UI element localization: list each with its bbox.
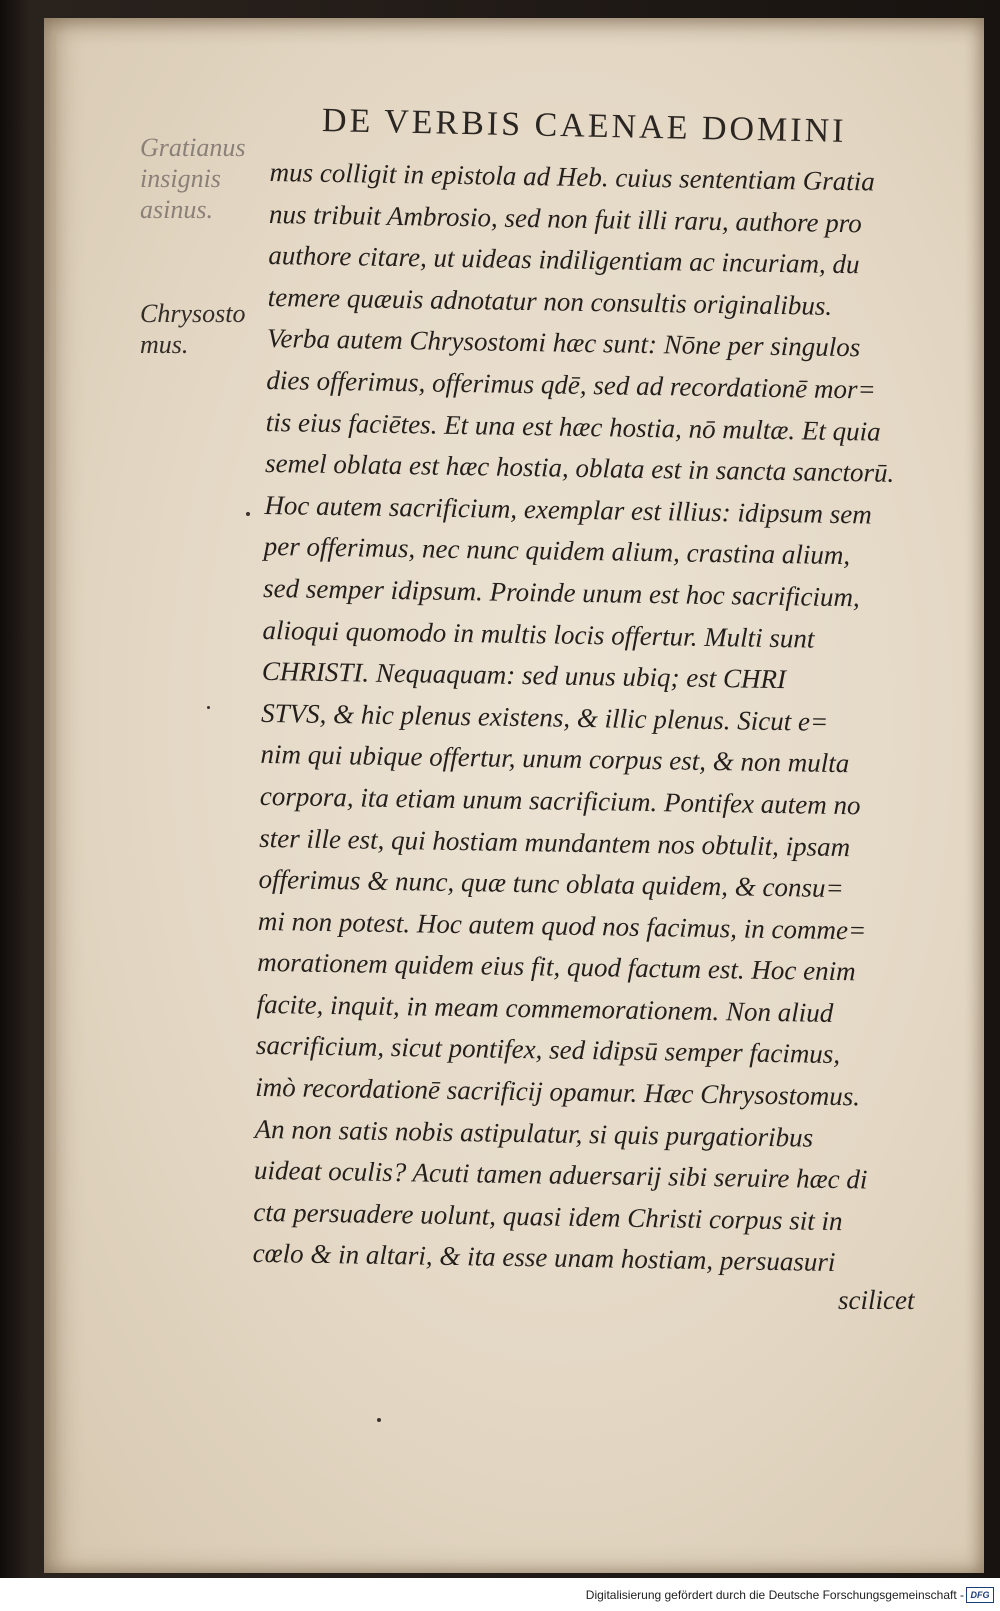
digitization-footer [0,1578,1000,1611]
text-line: mus colligit in epistola ad Heb. cuius sententiam Gratia [269,156,876,197]
text-line: cta persuadere uolunt, quasi idem Christi corpus sit in [253,1196,843,1236]
text-line: Hoc autem sacrificium, exemplar est illius: idipsum sem [264,489,873,530]
text-line: cœlo & in altari, & ita esse unam hostiam, persuasuri [252,1238,836,1278]
paper-speck [377,1418,381,1422]
text-line: facite, inquit, in meam commemorationem. Non aliud [256,988,834,1028]
margin-note-line: mus. [140,330,189,359]
catchword: scilicet [838,1285,915,1315]
margin-note-line: asinus. [140,195,213,224]
text-line: dies offerimus, offerimus qdē, sed ad recordationē mor= [266,364,877,405]
text-line: STVS, & hic plenus existens, & illic plenus. Sicut e= [260,697,829,737]
text-line: nus tribuit Ambrosio, sed non fuit illi raru, authore pro [268,198,863,238]
margin-note-line: Chrysosto [140,299,246,328]
paper-speck [207,706,210,709]
body-text [252,152,940,1285]
text-line: nim qui ubique offertur, unum corpus est, & non multa [260,739,850,779]
paper-speck [246,512,250,516]
text-line: imò recordationē sacrificij opamur. Hæc Chrysostomus. [255,1071,861,1112]
text-line: alioqui quomodo in multis locis offertur. Multi sunt [262,614,815,654]
footer-text: Digitalisierung gefördert durch die Deutsche Forschungsgemeinschaft - [585,1588,964,1602]
text-line: uideat oculis? Acuti tamen aduersarij sibi seruire hæc di [253,1155,868,1195]
text-line: Verba autem Chrysostomi hæc sunt: Nōne per singulos [266,323,861,363]
running-head: DE VERBIS CAENAE DOMINI [321,102,847,150]
margin-note-chrysostomus [140,298,280,360]
text-line: authore citare, ut uideas indiligentiam ac incuriam, du [268,240,860,280]
text-line: morationem quidem eius fit, quod factum est. Hoc enim [257,947,856,987]
text-line: offerimus & nunc, quæ tunc oblata quidem, & consu= [258,864,844,904]
text-line: temere quæuis adnotatur non consultis originalibus. [267,281,833,321]
text-line: sacrificium, sicut pontifex, sed idipsū semper facimus, [255,1030,841,1070]
text-line: An non satis nobis astipulatur, si quis purgatioribus [254,1113,814,1153]
text-line: ster ille est, qui hostiam mundantem nos obtulit, ipsam [258,822,851,862]
text-line: CHRISTI. Nequaquam: sed unus ubiq; est CHRI [261,656,787,695]
text-line: corpora, ita etiam unum sacrificium. Pontifex autem no [259,780,861,821]
page-gutter-edge [52,30,56,1560]
dfg-logo: DFG [966,1587,994,1603]
text-line: semel oblata est hæc hostia, oblata est in sancta sanctorū. [264,448,895,488]
text-line: mi non potest. Hoc autem quod nos facimus, in comme= [257,905,867,946]
text-line: sed semper idipsum. Proinde unum est hoc sacrificium, [262,572,861,613]
margin-note-line: insignis [140,164,221,193]
margin-note-gratianus [140,132,280,225]
text-line: per offerimus, nec nunc quidem alium, crastina alium, [263,531,851,571]
text-line: tis eius faciētes. Et una est hæc hostia, nō multæ. Et quia [265,406,881,447]
margin-note-line: Gratianus [140,133,246,162]
